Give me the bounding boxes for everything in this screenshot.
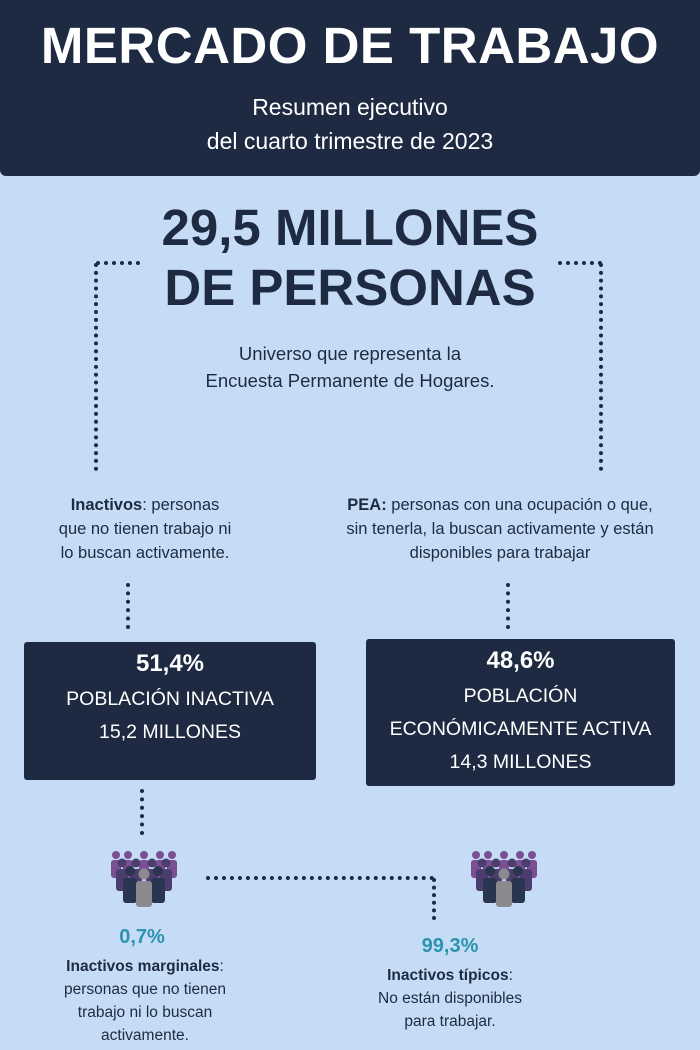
universe-total-line-1: 29,5 MILLONES [161, 199, 539, 256]
active-millions: 14,3 MILLONES [449, 751, 592, 773]
marginales-term: Inactivos marginales [66, 958, 220, 975]
tipicos-pct: 99,3% [421, 935, 479, 957]
pea-term: PEA: [347, 496, 387, 514]
bracket-right-top [558, 261, 602, 265]
bracket-left-vertical [94, 263, 98, 471]
connector-active [506, 583, 510, 629]
bracket-left-top [96, 261, 140, 265]
inactivos-definition: Inactivos: personas que no tienen trabajo ni lo buscan activamente. [58, 496, 232, 562]
universe-description [100, 340, 600, 394]
connector-inactive-sub [140, 789, 144, 835]
subtitle-line-2: del cuarto trimestre de 2023 [206, 128, 494, 154]
page-subtitle [0, 90, 700, 158]
universe-total [100, 198, 600, 318]
active-pct: 48,6% [486, 647, 555, 674]
connector-sub-horizontal [206, 876, 434, 880]
active-label-2: ECONÓMICAMENTE ACTIVA [389, 718, 652, 740]
tipicos-definition: Inactivos típicos: No están disponibles para trabajar. [378, 967, 522, 1030]
header-banner [0, 0, 700, 176]
active-population-box [366, 639, 675, 786]
inactivos-term: Inactivos [70, 496, 143, 514]
marginales-pct: 0,7% [119, 926, 165, 948]
bracket-right-vertical [599, 263, 603, 471]
inactive-millions: 15,2 MILLONES [99, 721, 241, 743]
tipicos-term: Inactivos típicos [387, 967, 509, 984]
people-group-icon [468, 849, 540, 907]
people-group-icon [108, 849, 180, 907]
universe-total-line-2: DE PERSONAS [164, 259, 536, 316]
inactive-pct: 51,4% [135, 650, 205, 677]
inactive-label: POBLACIÓN INACTIVA [66, 688, 274, 710]
active-label-1: POBLACIÓN [463, 685, 578, 707]
inactive-population-box [24, 642, 316, 780]
subtitle-line-1: Resumen ejecutivo [252, 94, 448, 120]
connector-sub-vertical [432, 878, 436, 920]
page-title: MERCADO DE TRABAJO [40, 17, 660, 74]
connector-inactive [126, 583, 130, 629]
universe-desc-line-2: Encuesta Permanente de Hogares. [205, 370, 495, 391]
marginales-definition: Inactivos marginales: personas que no tienen trabajo ni lo buscan activamente. [63, 958, 227, 1044]
universe-desc-line-1: Universo que representa la [238, 343, 462, 364]
pea-definition: PEA: personas con una ocupación o que, sin tenerla, la buscan activamente y están disponibles para trabajar [346, 496, 654, 562]
